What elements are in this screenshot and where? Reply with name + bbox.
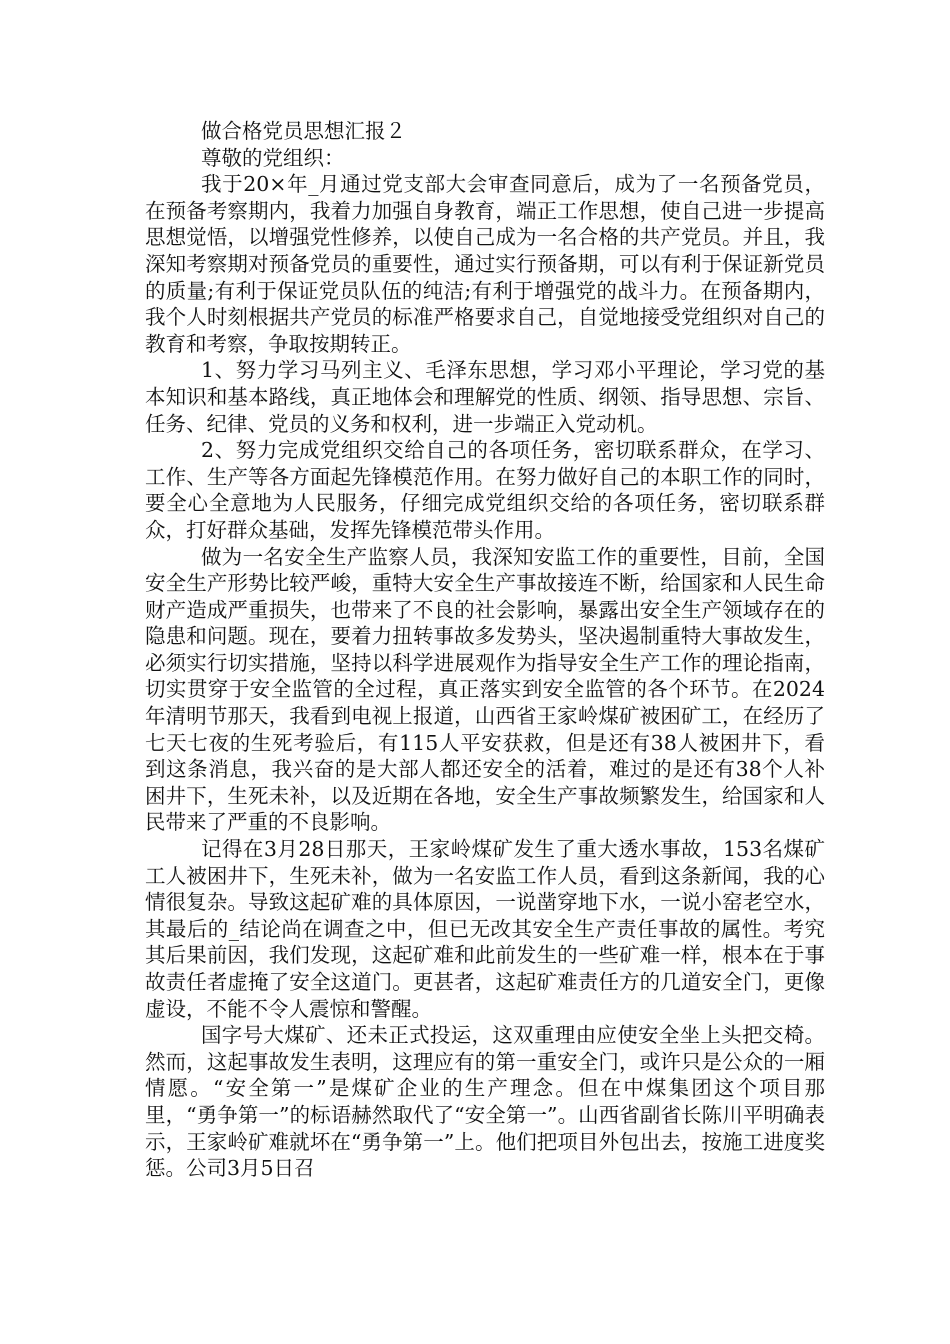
paragraph-mine-accident: 记得在3月28日那天，王家岭煤矿发生了重大透水事故，153名煤矿工人被困井下，生死未补，做为一名安监工作人员，看到这条新闻，我的心情很复杂。导致这起矿难的具体原因，一说凿穿地下水，一说小窑老空水，其最后的_结论尚在调查之中，但已无改其安全生产责任事故的属性。考究其后果前因，我们发现，这起矿难和此前发生的一些矿难一样，根本在于事故责任者虚掩了安全这道门。更甚者，这起矿难责任方的几道安全门，更像虚设，不能不令人震惊和警醒。 xyxy=(145,837,825,1021)
paragraph-safety-supervision: 做为一名安全生产监察人员，我深知安监工作的重要性，目前，全国安全生产形势比较严峻，重特大安全生产事故接连不断，给国家和人民生命财产造成严重损失，也带来了不良的社会影响，暴露出安全生产领域存在的隐患和问题。现在，要着力扭转事故多发势头，坚决遏制重特大事故发生，必须实行切实措施，坚持以科学进展观作为指导安全生产工作的理论指南，切实贯穿于安全监管的全过程，真正落实到安全监管的各个环节。在2024年清明节那天，我看到电视上报道，山西省王家岭煤矿被困矿工，在经历了七天七夜的生死考验后，有115人平安获救，但是还有38人被困井下，看到这条消息，我兴奋的是大部人都还安全的活着，难过的是还有38个人补困井下，生死未补，以及近期在各地，安全生产事故频繁发生，给国家和人民带来了严重的不良影响。 xyxy=(145,544,825,835)
paragraph-safety-first: 国字号大煤矿、还未正式投运，这双重理由应使安全坐上头把交椅。然而，这起事故发生表明，这理应有的第一重安全门，或许只是公众的一厢情愿。“安全第一”是煤矿企业的生产理念。但在中煤集团这个项目那里，“勇争第一”的标语赫然取代了“安全第一”。山西省副省长陈川平明确表示，王家岭矿难就坏在“勇争第一”上。他们把项目外包出去，按施工进度奖惩。公司3月5日召 xyxy=(145,1023,825,1181)
document-page xyxy=(145,118,825,1182)
paragraph-intro: 我于20×年_月通过党支部大会审查同意后，成为了一名预备党员，在预备考察期内，我着力加强自身教育，端正工作思想，使自己进一步提高思想觉悟，以增强党性修养，以使自己成为一名合格的共产党员。并且，我深知考察期对预备党员的重要性，通过实行预备期，可以有利于保证新党员的质量;有利于保证党员队伍的纯洁;有利于增强党的战斗力。在预备期内，我个人时刻根据共产党员的标准严格要求自己，自觉地接受党组织对自己的教育和考察，争取按期转正。 xyxy=(145,172,825,356)
paragraph-point-2: 2、努力完成党组织交给自己的各项任务，密切联系群众，在学习、工作、生产等各方面起先锋模范作用。在努力做好自己的本职工作的同时，要全心全意地为人民服务，仔细完成党组织交给的各项任务，密切联系群众，打好群众基础，发挥先锋模范带头作用。 xyxy=(145,438,825,542)
paragraph-point-1: 1、努力学习马列主义、毛泽东思想，学习邓小平理论，学习党的基本知识和基本路线，真正地体会和理解党的性质、纲领、指导思想、宗旨、任务、纪律、党员的义务和权利，进一步端正入党动机。 xyxy=(145,358,825,436)
salutation: 尊敬的党组织： xyxy=(201,145,345,170)
document-title: 做合格党员思想汇报２ xyxy=(201,119,406,143)
